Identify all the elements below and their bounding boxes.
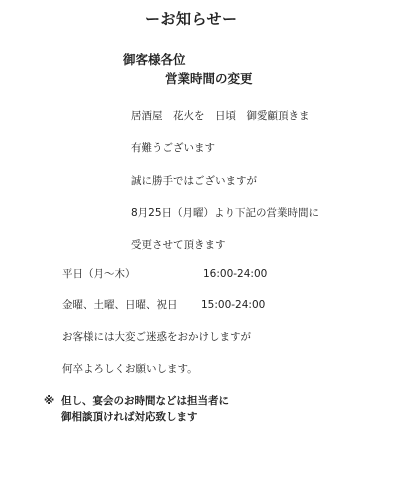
- body-line-4: 8月25日（月曜）より下記の営業時間に: [131, 207, 320, 219]
- greeting-subject: 営業時間の変更: [165, 71, 253, 86]
- note-line-2: 御相談頂ければ対応致します: [61, 411, 198, 423]
- greeting-customers: 御客様各位: [123, 52, 186, 67]
- closing-line-1: お客様には大変ご迷惑をおかけしますが: [62, 331, 251, 343]
- closing-line-2: 何卒よろしくお願いします。: [62, 363, 198, 375]
- note-mark: ※: [44, 395, 55, 407]
- body-line-2: 有難うございます: [131, 142, 215, 154]
- schedule-weekend-hours: 15:00-24:00: [201, 299, 266, 311]
- body-line-5: 受更させて頂きます: [131, 239, 226, 251]
- notice-title: ーお知らせー: [145, 10, 238, 28]
- body-line-3: 誠に勝手ではございますが: [131, 175, 257, 187]
- schedule-weekday-hours: 16:00-24:00: [203, 268, 268, 280]
- body-line-1: 居酒屋 花火を 日頃 御愛顧頂きま: [131, 110, 310, 122]
- schedule-weekend-days: 金曜、土曜、日曜、祝日: [62, 299, 178, 311]
- schedule-weekday-days: 平日（月〜木）: [62, 268, 136, 280]
- note-line-1: 但し、宴会のお時間などは担当者に: [61, 395, 229, 407]
